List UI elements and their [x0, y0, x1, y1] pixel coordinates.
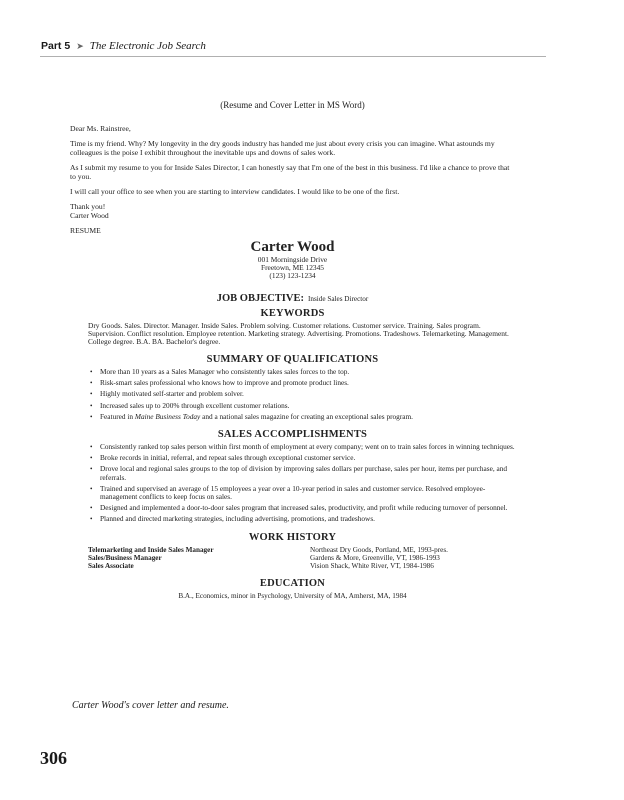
cover-letter [70, 124, 515, 220]
letter-greeting: Dear Ms. Rainstree, [70, 124, 131, 133]
work-history [70, 546, 515, 570]
summary-heading: SUMMARY OF QUALIFICATIONS [206, 354, 379, 365]
letter-paragraph: Time is my friend. Why? My longevity in the dry goods industry has handed me just about every crisis you can imagine. What astounds my colleagues is the poise I exhibit throughout the inevitable ups and downs of sales work. [70, 139, 495, 157]
resume-name: Carter Wood [250, 239, 335, 255]
job-title: Telemarketing and Inside Sales Manager [88, 545, 214, 554]
bullet-icon: • [90, 401, 93, 410]
bullet-icon: • [90, 504, 93, 513]
resume [70, 239, 515, 601]
keywords-heading: KEYWORDS [260, 308, 325, 319]
letter-paragraph: As I submit my resume to you for Inside Sales Director, I can honestly say that I'm one of the best in this business. I'd like a chance to prove that to you. [70, 163, 510, 181]
bullet-icon: • [90, 454, 93, 463]
job-title: Sales Associate [88, 561, 134, 570]
job-employer: Gardens & More, Greenville, VT, 1986-1993 [310, 553, 440, 562]
list-item: • Designed and implemented a door-to-door sales program that increased sales, productivity, and profit while reducing turnover of personnel. [90, 503, 508, 513]
list-item: • Featured in Maine Business Today and a national sales magazine for creating an exceptional sales program. [90, 411, 414, 421]
bullet-icon: • [90, 412, 93, 421]
phone-line: (123) 123-1234 [269, 271, 316, 280]
education-heading: EDUCATION [259, 577, 326, 589]
list-item: • Broke records in initial, referral, and repeat sales through exceptional customer service. [90, 453, 356, 463]
triangle-right-icon: ➤ [76, 41, 84, 51]
work-history-heading: WORK HISTORY [248, 531, 337, 543]
bullet-icon: • [90, 368, 93, 376]
education-entry: B.A., Economics, minor in Psychology, University of MA, Amherst, MA, 1984 [178, 591, 407, 600]
address-line: 001 Morningside Drive [257, 255, 328, 264]
list-item: • Risk-smart sales professional who knows how to improve and promote product lines. [90, 378, 349, 388]
job-title: Sales/Business Manager [88, 553, 162, 562]
list-item: • More than 10 years as a Sales Manager who consistently takes sales forces to the top. [90, 367, 350, 376]
job-objective [70, 290, 515, 306]
figure [70, 100, 515, 601]
letter-closing: Thank you! [70, 202, 106, 211]
list-item: • Planned and directed marketing strategies, including advertising, promotions, and tradeshows. [90, 514, 375, 524]
resume-label: RESUME [70, 226, 101, 235]
page-number: 306 [40, 748, 67, 768]
bullet-icon: • [90, 484, 93, 493]
letter-paragraph: I will call your office to see when you are starting to interview candidates. I would like to be one of the first. [70, 187, 400, 196]
letter-signature: Carter Wood [70, 211, 109, 220]
list-item: • Drove local and regional sales groups to the top of division by improving sales dollars per purchase, sales per hour, items per purchase, and referrals. [90, 464, 508, 482]
bullet-icon: • [90, 465, 93, 474]
figure-title: (Resume and Cover Letter in MS Word) [220, 100, 365, 110]
list-item: • Increased sales up to 200% through excellent customer relations. [90, 400, 290, 410]
job-employer: Northeast Dry Goods, Portland, ME, 1993-pres. [310, 545, 448, 554]
address-line: Freetown, ME 12345 [260, 263, 325, 272]
objective-label: JOB OBJECTIVE: [216, 293, 304, 304]
part-label: Part 5 [41, 40, 71, 52]
accomplishments-list [70, 443, 515, 524]
job-employer: Vision Shack, White River, VT, 1984-1986 [310, 561, 434, 570]
publication-title: Maine Business Today [134, 411, 201, 421]
objective-value: Inside Sales Director [307, 295, 369, 303]
keywords-text: Dry Goods. Sales. Director. Manager. Inside Sales. Problem solving. Customer relations. Customer service. Training. Sales program. Supervision. Conflict resolution. Employee retention. Marketing strategy. Advertising. Promotions. Tradeshows. Telemarketing. Management. College degree. B.A. BA. Bachelor's degree. [88, 321, 509, 346]
summary-list [70, 368, 515, 421]
list-item: • Consistently ranked top sales person within first month of employment at every company; went on to train sales forces in winning techniques. [90, 442, 515, 452]
bullet-icon: • [90, 515, 93, 524]
list-item: • Trained and supervised an average of 15 employees a year over a 10-year period in sales and customer service. Resolved employee-management conflicts to keep focus on sales. [90, 483, 486, 502]
figure-caption: Carter Wood's cover letter and resume. [72, 700, 229, 711]
bullet-icon: • [90, 443, 93, 452]
bullet-icon: • [90, 379, 93, 388]
bullet-icon: • [90, 390, 93, 399]
header-rule [40, 56, 546, 57]
accomplishments-heading: SALES ACCOMPLISHMENTS [217, 429, 368, 441]
section-title: The Electronic Job Search [89, 40, 206, 52]
running-header [41, 40, 206, 52]
list-item: • Highly motivated self-starter and problem solver. [90, 389, 244, 399]
